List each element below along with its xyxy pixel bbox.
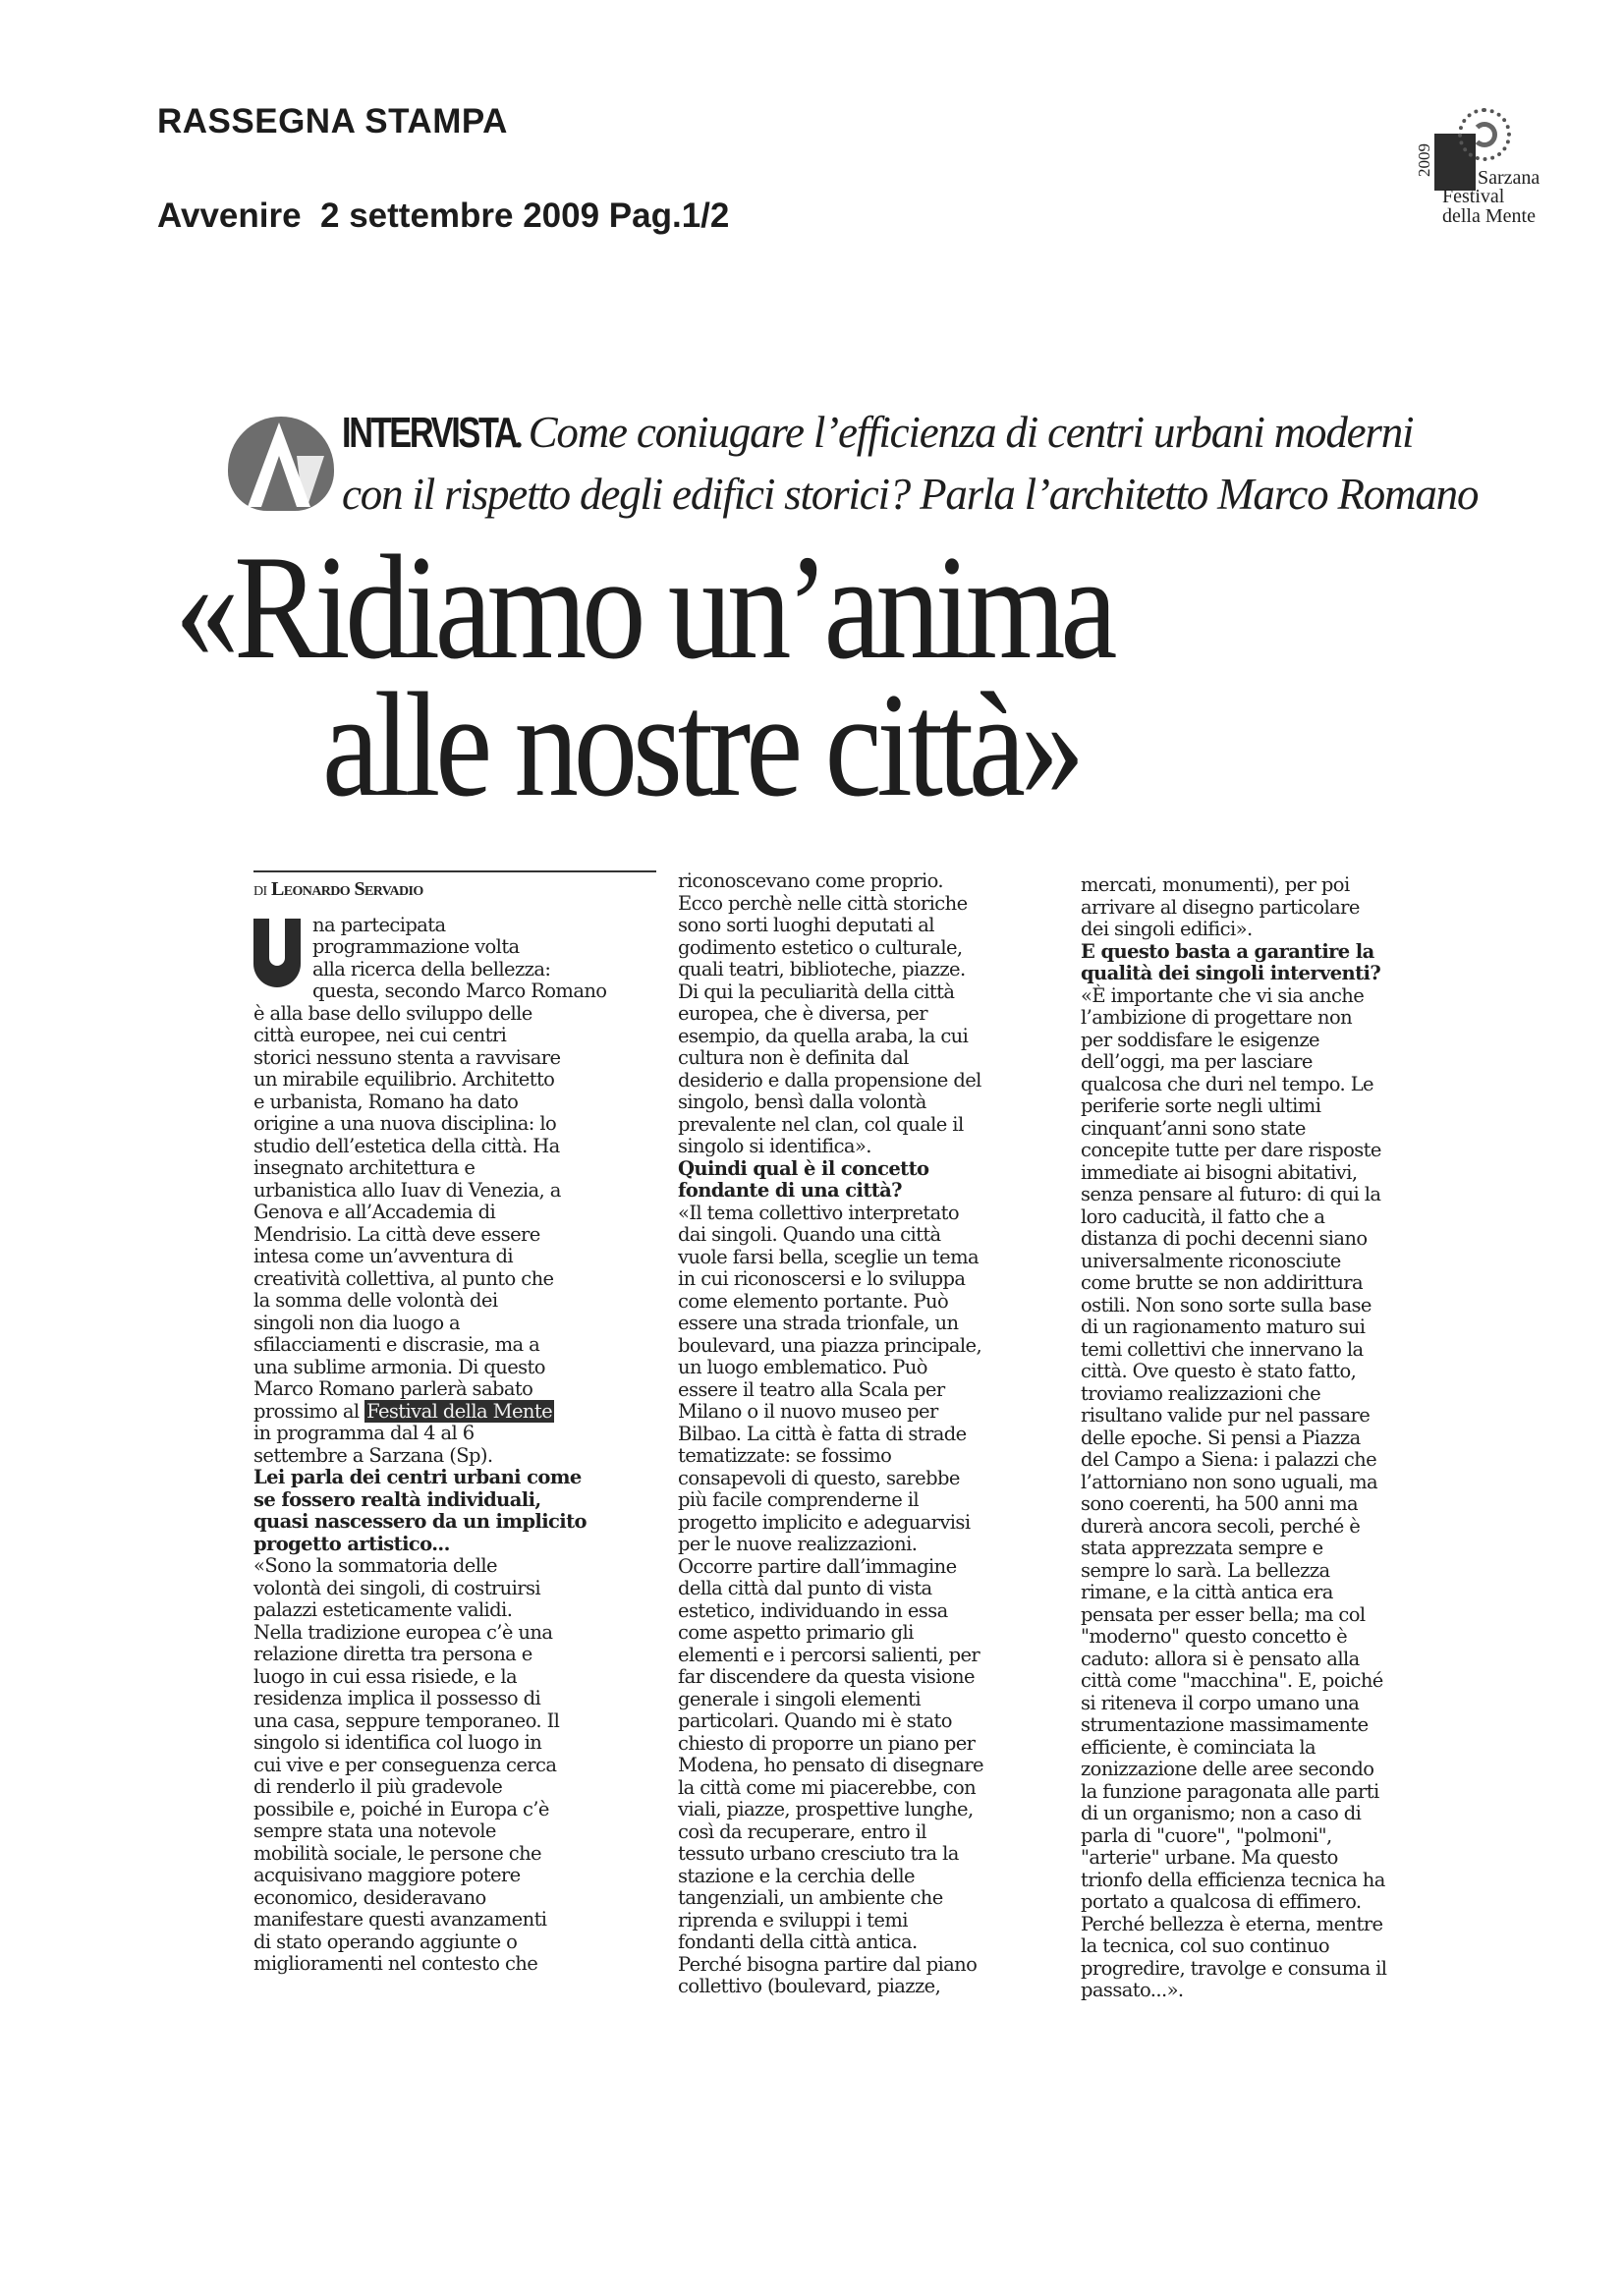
interview-answer-1: «Sono la sommatoria delle volontà dei singoli, di costruirsi palazzi esteticamente validi. Nella tradizione europea c’è una relazione diretta tra persona e luogo in cui essa risiede, e la residenza implica il possesso di una casa, seppure temporaneo. Il singolo si identifica col luogo in cui vive e per conseguenza cerca di renderlo il più gradevole possibile e, poiché in Europa c’è sempre stata una notevole mobilità sociale, le persone che acquisivano maggiore potere economico, desideravano manifestare questi avanzamenti di stato operando aggiunte o miglioramenti nel contesto che (253, 1554, 560, 1975)
dropcap-letter (253, 919, 301, 987)
article-column-1 (253, 870, 656, 1976)
article-kicker (342, 407, 1599, 531)
logo-year: 2009 (1415, 143, 1433, 177)
headline (175, 525, 1590, 827)
article-column-3 (1081, 874, 1474, 2002)
headline-line-1: «Ridiamo un’anima (175, 525, 1113, 690)
deck-line-1: Come coniugare l’efficienza di centri urbani moderni (528, 408, 1414, 457)
logo-line-festival: Festival (1442, 186, 1505, 207)
interview-question-3: E questo basta a garantire la qualità dei singoli interventi? (1081, 939, 1381, 984)
lead-text-b: in programma dal 4 al 6 settembre a Sarzana (Sp). (253, 1422, 493, 1467)
lead-paragraph (253, 915, 656, 1468)
interview-question-1: Lei parla dei centri urbani come se fossero realtà individuali, quasi nascessero da un implicito progetto artistico... (253, 1466, 587, 1555)
kicker-separator: . (514, 408, 525, 457)
logo-line-sarzana: Sarzana (1478, 167, 1540, 189)
logo-swirl-icon (1458, 108, 1511, 161)
section-tag: INTERVISTA (342, 409, 517, 457)
avvenire-av-glyph-icon (228, 417, 334, 511)
interview-answer-1-continued: riconoscevano come proprio. Ecco perchè nelle città storiche sono sorti luoghi deputati al godimento estetico o culturale, quali teatri, biblioteche, piazze. Di qui la peculiarità della città europea, che è diversa, per esempio, da quella araba, la cui cultura non è definita dal desiderio e dalla propensione del singolo, bensì dalla volontà prevalente nel clan, col quale il singolo si identifica». (678, 869, 981, 1157)
interview-answer-3: «È importante che vi sia anche l’ambizione di progettare non per soddisfare le esigenze dell’oggi, ma per lasciare qualcosa che duri nel tempo. Le periferie sorte negli ultimi cinquant’anni sono state concepite tutte per dare risposte immediate ai bisogni abitativi, senza pensare al futuro: di qui la loro caducità, il fatto che a distanza di pochi decenni siano universalmente riconosciute come brutte se non addirittura ostili. Non sono sorte sulla base di un ragionamento maturo sui temi collettivi che innervano la città. Ove questo è stato fatto, troviamo realizzazioni che risultano valide pur nel passare delle epoche. Si pensi a Piazza del Campo a Siena: i palazzi che l’attorniano non sono uguali, ma sono coerenti, ha 500 anni ma durerà ancora secoli, perché è stata apprezzata sempre e sempre lo sarà. La bellezza rimane, e la città antica era pensata per esser bella; ma col "moderno" questo concetto è caduto: allora si è pensato alla città come "macchina". E, poiché si riteneva il corpo umano una strumentazione massimamente efficiente, è cominciata la zonizzazione delle aree secondo la funzione paragonata alle parti di un organismo; non a caso di parla di "cuore", "polmoni", "arterie" urbane. Ma questo trionfo della efficienza tecnica ha portato a qualcosa di effimero. Perché bellezza è eterna, mentre la tecnica, col suo continuo progredire, travolge e consuma il passato...». (1081, 983, 1387, 2001)
source-date-page: Avvenire 2 settembre 2009 Pag.1/2 (157, 196, 730, 235)
lead-text-a: na partecipata programmazione volta alla ricerca della bellezza: questa, secondo Marco Romano è alla base dello sviluppo delle città europee, nei cui centri storici nessuno stenta a ravvisare un mirabile equilibrio. Architetto e urbanista, Romano ha dato origine a una nuova disciplina: lo studio dell’estetica della città. Ha insegnato architettura e urbanistica allo Iuav di Venezia, a Genova e all’Accademia di Mendrisio. La città deve essere intesa come un’avventura di creatività collettiva, al punto che la somma delle volontà dei singoli non dia luogo a sfilacciamenti e discrasie, ma a una sublime armonia. Di questo Marco Romano parlerà sabato prossimo al (253, 913, 607, 1423)
festival-della-mente-logo (1415, 106, 1592, 229)
avvenire-logo-icon (228, 417, 334, 511)
deck-line-2: con il rispetto degli edifici storici? Parla l’architetto Marco Romano (342, 470, 1479, 519)
byline-rule (253, 870, 656, 872)
interview-answer-2: «Il tema collettivo interpretato dai singoli. Quando una città vuole farsi bella, sceglie un tema in cui riconoscersi e lo sviluppa come elemento portante. Può essere una strada trionfale, un boulevard, una piazza principale, un luogo emblematico. Può essere il teatro alla Scala per Milano o il nuovo museo per Bilbao. La città è fatta di strade tematizzate: se fossimo consapevoli di questo, sarebbe più facile comprenderne il progetto implicito e adeguarvisi per le nuove realizzazioni. Occorre partire dall’immagine della città dal punto di vista estetico, individuando in essa come aspetto primario gli elementi e i percorsi salienti, per far discendere da questa visione generale i singoli elementi particolari. Quando mi è stato chiesto di proporre un piano per Modena, ho pensato di disegnare la città come mi piacerebbe, con viali, piazze, prospettive lunghe, così da recuperare, entro il tessuto urbano cresciuto tra la stazione e la cerchia delle tangenziali, un ambiente che riprenda e sviluppi i temi fondanti della città antica. Perché bisogna partire dal piano collettivo (boulevard, piazze, (678, 1201, 983, 1997)
byline-author: Leonardo Servadio (270, 878, 423, 900)
byline-prefix: di (253, 878, 267, 900)
interview-answer-2-continued: mercati, monumenti), per poi arrivare al disegno particolare dei singoli edifici». (1081, 873, 1360, 940)
logo-line-della-mente: della Mente (1442, 205, 1536, 227)
festival-highlight: Festival della Mente (366, 1399, 553, 1423)
byline (253, 878, 656, 901)
press-review-title: RASSEGNA STAMPA (157, 102, 508, 140)
interview-question-2: Quindi qual è il concetto fondante di una città? (678, 1156, 929, 1202)
headline-line-2: alle nostre città» (322, 662, 1080, 827)
article-column-2 (678, 870, 1066, 1998)
